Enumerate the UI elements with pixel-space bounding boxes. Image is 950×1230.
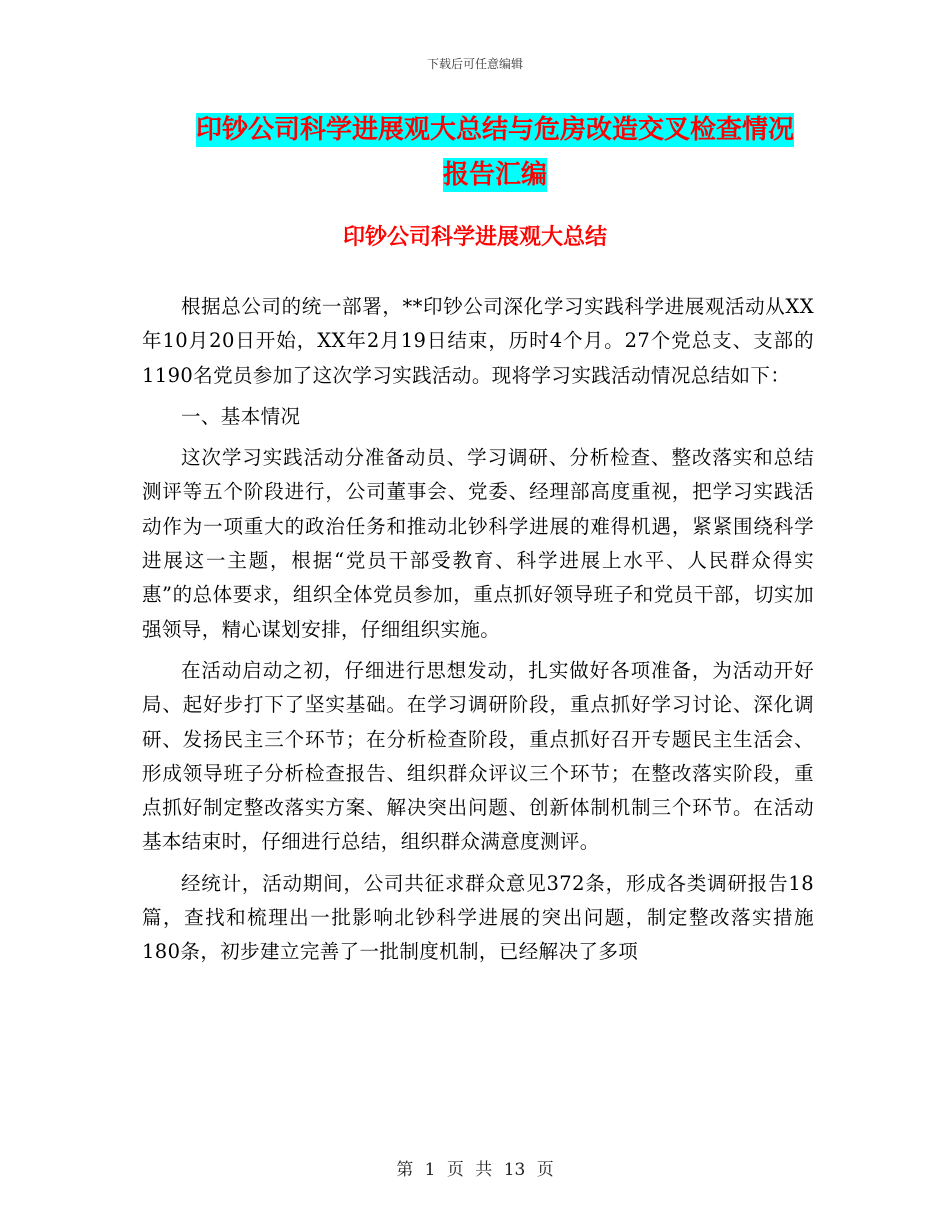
paragraph: 一、基本情况	[181, 404, 301, 428]
paragraph: 这次学习实践活动分准备动员、学习调研、分析检查、整改落实和总结测评等五个阶段进行，公司董事会、党委、经理部高度重视，把学习实践活动作为一项重大的政治任务和推动北钞科学进展的难得机遇，紧紧围绕科学进展这一主题，根据“党员干部受教育、科学进展上水平、人民群众得实惠”的总体要求，组织全体党员参加，重点抓好领导班子和党员干部，切实加强领导，精心谋划安排，仔细组织实施。	[142, 446, 814, 641]
document-title-line-1: 印钞公司科学进展观大总结与危房改造交叉检查情况	[195, 115, 794, 145]
paragraph: 在活动启动之初，仔细进行思想发动，扎实做好各项准备，为活动开好局、起好步打下了坚实基础。在学习调研阶段，重点抓好学习讨论、深化调研、发扬民主三个环节；在分析检查阶段，重点抓好召开专题民主生活会、形成领导班子分析检查报告、组织群众评议三个环节；在整改落实阶段，重点抓好制定整改落实方案、解决突出问题、创新体制机制三个环节。在活动基本结束时，仔细进行总结，组织群众满意度测评。	[142, 658, 814, 854]
page-number: 第 1 页 共 13 页	[396, 1160, 554, 1180]
document-title-line-2: 报告汇编	[442, 160, 547, 190]
paragraph: 根据总公司的统一部署，**印钞公司深化学习实践科学进展观活动从XX年10月20日开始，XX年2月19日结束，历时4个月。27个党总支、支部的1190名党员参加了这次学习实践活动。现将学习实践活动情况总结如下：	[142, 295, 814, 387]
body-text	[142, 290, 814, 977]
paragraph: 经统计，活动期间，公司共征求群众意见372条，形成各类调研报告18篇，查找和梳理出一批影响北钞科学进展的突出问题，制定整改落实措施180条，初步建立完善了一批制度机制，已经解决了多项	[142, 871, 814, 964]
document-title	[100, 108, 890, 198]
section-title: 印钞公司科学进展观大总结	[342, 225, 607, 250]
header-note: 下载后可任意编辑	[426, 57, 523, 71]
